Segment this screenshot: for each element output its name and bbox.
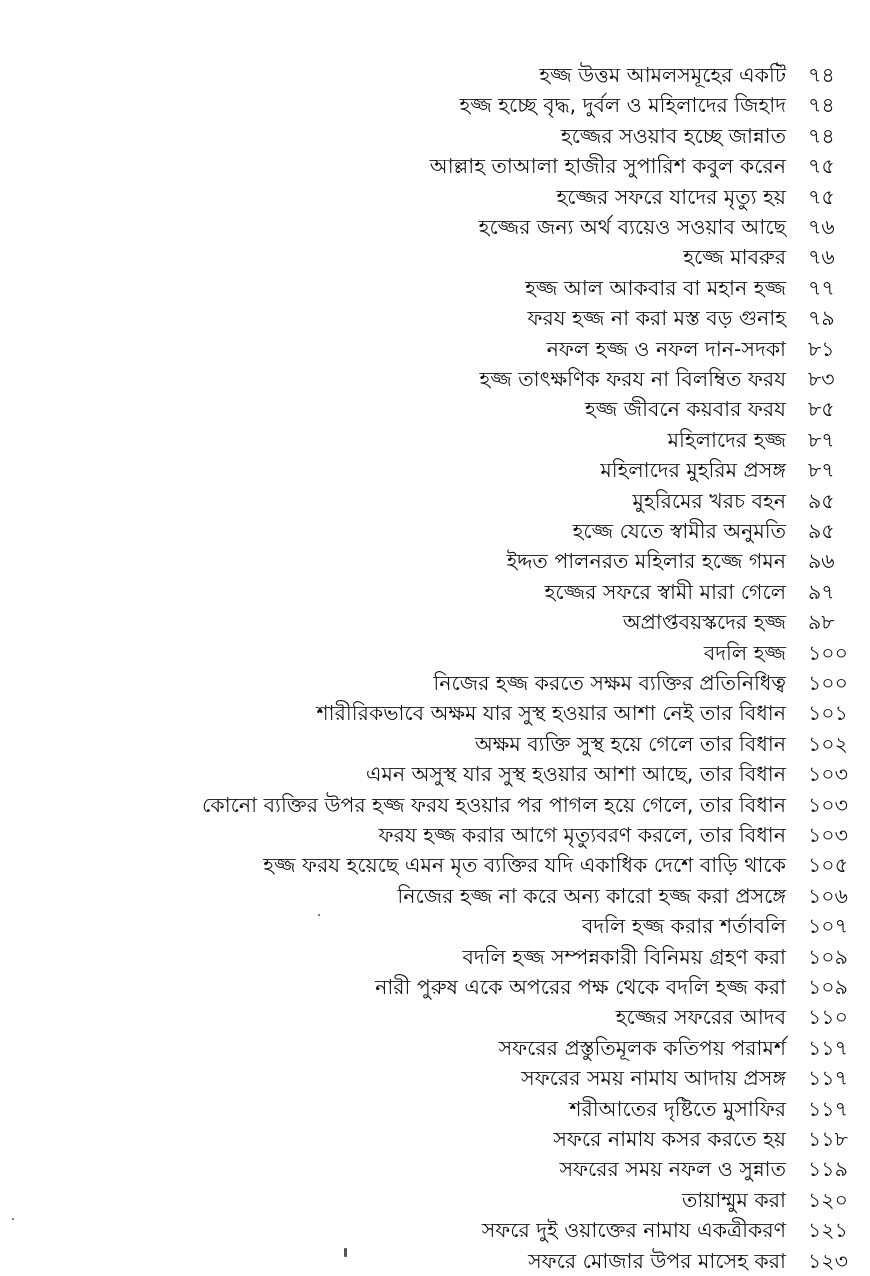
toc-entry — [0, 242, 870, 272]
toc-entry-page-number: ৭৯ — [808, 306, 835, 331]
toc-entry-page-number: ৭৫ — [808, 154, 835, 179]
toc-entry-page-number: ১১৮ — [808, 1127, 848, 1151]
toc-entry-title: অপ্রাপ্তবয়স্কদের হজ্জ — [622, 610, 786, 635]
toc-entry-title: ফরয হজ্জ না করা মস্ত বড় গুনাহ — [527, 306, 786, 331]
toc-entry-page-number: ১০২ — [808, 731, 848, 756]
toc-entry-page-number: ১২৩ — [808, 1248, 848, 1273]
toc-entry-page-number: ১০৫ — [808, 853, 848, 878]
toc-entry — [0, 303, 870, 333]
toc-entry — [0, 668, 870, 698]
toc-entry-title: মহিলাদের হজ্জ — [667, 427, 786, 452]
toc-entry-title: শরীআতের দৃষ্টিতে মুসাফির — [569, 1096, 786, 1121]
toc-entry — [0, 881, 870, 911]
toc-entry — [0, 607, 870, 637]
toc-entry-title: সফরের প্রস্তুতিমূলক কতিপয় পরামর্শ — [498, 1035, 786, 1060]
toc-entry-page-number: ৮৭ — [808, 458, 835, 483]
toc-entry-page-number: ১২১ — [808, 1218, 848, 1243]
toc-entry — [0, 212, 870, 242]
toc-entry — [0, 273, 870, 303]
toc-entry-page-number: ৭৬ — [808, 245, 835, 270]
toc-entry-title: শারীরিকভাবে অক্ষম যার সুস্থ হওয়ার আশা নেই তার বিধান — [316, 701, 786, 726]
toc-entry-page-number: ৯৮ — [808, 610, 835, 635]
toc-entry — [0, 334, 870, 364]
toc-entry-page-number: ৯৫ — [808, 519, 835, 543]
toc-entry-title: বদলি হজ্জ — [703, 640, 786, 665]
toc-entry-title: হজ্জ আল আকবার বা মহান হজ্জ — [525, 275, 786, 300]
toc-entry — [0, 364, 870, 394]
toc-entry-page-number: ১০৭ — [808, 914, 848, 939]
toc-entry-title: মহিলাদের মুহরিম প্রসঙ্গ — [600, 458, 786, 483]
toc-entry-title: ফরয হজ্জ করার আগে মৃত্যুবরণ করলে, তার বিধান — [378, 823, 786, 847]
toc-entry — [0, 820, 870, 850]
toc-entry — [0, 516, 870, 546]
toc-entry — [0, 455, 870, 485]
toc-entry-title: সফরে নামায কসর করতে হয় — [553, 1127, 786, 1151]
toc-entry-title: হজ্জ হচ্ছে বৃদ্ধ, দুর্বল ও মহিলাদের জিহাদ — [459, 93, 786, 118]
toc-entry-title: কোনো ব্যক্তির উপর হজ্জ ফরয হওয়ার পর পাগল হয়ে গেলে, তার বিধান — [202, 792, 786, 817]
toc-entry-page-number: ৮৩ — [808, 367, 835, 391]
toc-entry-title: সফরের সময় নফল ও সুন্নাত — [559, 1157, 786, 1182]
toc-entry-page-number: ১১৭ — [808, 1035, 848, 1060]
toc-entry-title: সফরে দুই ওয়াক্তের নামায একত্রীকরণ — [481, 1218, 786, 1243]
toc-entry-page-number: ১০৩ — [808, 823, 848, 847]
toc-entry — [0, 90, 870, 120]
toc-entry-page-number: ৭৪ — [808, 63, 835, 87]
toc-entry — [0, 1154, 870, 1184]
toc-entry — [0, 1246, 870, 1276]
toc-entry-title: হজ্জের সওয়াব হচ্ছে জান্নাত — [560, 123, 786, 148]
toc-entry-page-number: ১২০ — [808, 1187, 848, 1212]
toc-entry — [0, 394, 870, 424]
toc-entry-title: নারী পুরুষ একে অপরের পক্ষ থেকে বদলি হজ্জ করা — [375, 975, 786, 999]
toc-entry-page-number: ১১০ — [808, 1005, 848, 1030]
toc-entry — [0, 546, 870, 576]
toc-entry-title: তায়াম্মুম করা — [681, 1187, 786, 1212]
toc-entry-page-number: ১০০ — [808, 640, 848, 665]
toc-entry — [0, 911, 870, 941]
toc-entry — [0, 151, 870, 181]
toc-entry-title: সফরে মোজার উপর মাসেহ করা — [528, 1248, 786, 1273]
toc-entry-title: ইদ্দত পালনরত মহিলার হজ্জে গমন — [506, 549, 786, 574]
toc-entry — [0, 759, 870, 789]
toc-entry-title: হজ্জের সফরের আদব — [615, 1005, 786, 1030]
toc-entry-page-number: ৭৪ — [808, 93, 835, 118]
toc-entry-title: সফরের সময় নামায আদায় প্রসঙ্গ — [521, 1066, 786, 1091]
toc-entry-page-number: ১০৩ — [808, 792, 848, 817]
toc-entry-title: নিজের হজ্জ না করে অন্য কারো হজ্জ করা প্রসঙ্গে — [397, 883, 786, 908]
toc-entry — [0, 1094, 870, 1124]
toc-entry — [0, 1124, 870, 1154]
toc-entry-page-number: ১১৯ — [808, 1157, 848, 1182]
toc-entry — [0, 638, 870, 668]
toc-entry-title: হজ্জ ফরয হয়েছে এমন মৃত ব্যক্তির যদি একাধিক দেশে বাড়ি থাকে — [263, 853, 786, 878]
toc-entry-page-number: ১১৭ — [808, 1096, 848, 1121]
toc-entry — [0, 1063, 870, 1093]
toc-entry-title: মুহরিমের খরচ বহন — [632, 488, 786, 513]
toc-entry-page-number: ৭৬ — [808, 215, 835, 239]
toc-entry — [0, 729, 870, 759]
toc-entry-page-number: ৮১ — [808, 336, 835, 361]
toc-entry-title: হজ্জ তাৎক্ষণিক ফরয না বিলম্বিত ফরয — [479, 367, 786, 391]
speck-mark — [318, 914, 320, 916]
toc-entry-title: নিজের হজ্জ করতে সক্ষম ব্যক্তির প্রতিনিধিত্ব — [433, 671, 786, 695]
toc-entry-title: হজ্জে মাবরুর — [683, 245, 786, 270]
toc-entry — [0, 425, 870, 455]
toc-entry-page-number: ১০০ — [808, 671, 848, 695]
toc-entry-page-number: ১০৬ — [808, 883, 848, 908]
toc-entry-title: বদলি হজ্জ সম্পন্নকারী বিনিময় গ্রহণ করা — [462, 944, 786, 969]
toc-entry-title: হজ্জের সফরে যাদের মৃত্যু হয় — [556, 184, 786, 209]
toc-entry-page-number: ১০৩ — [808, 762, 848, 787]
speck-mark — [344, 1248, 347, 1257]
toc-entry — [0, 1033, 870, 1063]
toc-entry-title: হজ্জের সফরে স্বামী মারা গেলে — [544, 579, 786, 604]
toc-entry — [0, 121, 870, 151]
toc-entry-page-number: ১১৭ — [808, 1066, 848, 1091]
toc-entry-title: নফল হজ্জ ও নফল দান-সদকা — [546, 336, 786, 361]
toc-entry-title: হজ্জের জন্য অর্থ ব্যয়েও সওয়াব আছে — [478, 215, 786, 239]
toc-entry — [0, 182, 870, 212]
toc-entry-title: বদলি হজ্জ করার শর্তাবলি — [582, 914, 786, 939]
toc-entry-page-number: ১০৯ — [808, 944, 848, 969]
toc-entry-page-number: ৮৫ — [808, 397, 835, 422]
toc-entry-title: হজ্জে যেতে স্বামীর অনুমতি — [572, 519, 786, 543]
toc-entry — [0, 698, 870, 728]
toc-entry — [0, 1185, 870, 1215]
toc-entry — [0, 972, 870, 1002]
toc-entry-title: হজ্জ উত্তম আমলসমূহের একটি — [539, 63, 786, 87]
toc-entry-page-number: ১০১ — [808, 701, 848, 726]
toc-entry — [0, 1215, 870, 1245]
toc-entry-title: অক্ষম ব্যক্তি সুস্থ হয়ে গেলে তার বিধান — [475, 731, 786, 756]
toc-entry-page-number: ৯৬ — [808, 549, 835, 574]
speck-mark — [12, 1218, 14, 1220]
toc-entry-page-number: ৭৪ — [808, 123, 835, 148]
toc-entry-page-number: ৮৭ — [808, 427, 835, 452]
toc-entry — [0, 577, 870, 607]
toc-entry — [0, 850, 870, 880]
toc-entry — [0, 486, 870, 516]
toc-entry-page-number: ৯৭ — [808, 579, 835, 604]
toc-entry — [0, 790, 870, 820]
toc-entry-title: এমন অসুস্থ যার সুস্থ হওয়ার আশা আছে, তার বিধান — [365, 762, 786, 787]
toc-entry — [0, 60, 870, 90]
toc-entry-title: আল্লাহ তাআলা হাজীর সুপারিশ কবুল করেন — [429, 154, 786, 179]
toc-entry-page-number: ৭৫ — [808, 184, 835, 209]
toc-entry-title: হজ্জ জীবনে কয়বার ফরয — [584, 397, 786, 422]
toc-entry-page-number: ১০৯ — [808, 975, 848, 999]
toc-entry-page-number: ৯৫ — [808, 488, 835, 513]
toc-entry — [0, 1002, 870, 1032]
toc-entry — [0, 942, 870, 972]
toc-entry-page-number: ৭৭ — [808, 275, 835, 300]
